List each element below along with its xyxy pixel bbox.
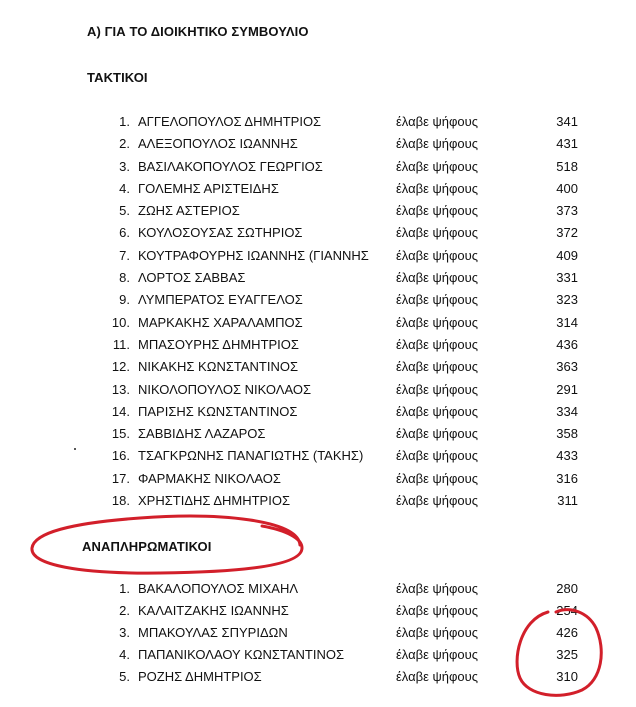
regular-member-row [0, 248, 636, 270]
vote-count: 323 [556, 292, 578, 308]
votes-label: έλαβε ψήφους [396, 426, 479, 442]
votes-label: έλαβε ψήφους [396, 114, 479, 129]
member-number: 10. [111, 314, 130, 330]
regular-member-row [0, 292, 636, 314]
votes-label: έλαβε ψήφους [396, 203, 479, 219]
regular-member-row [0, 471, 636, 493]
votes-label: έλαβε ψήφους [396, 180, 479, 196]
vote-count: 373 [556, 203, 578, 219]
member-number: 1. [119, 581, 130, 596]
member-name: ΠΑΡΙΣΗΣ ΚΩΝΣΤΑΝΤΙΝΟΣ [138, 403, 298, 419]
votes-label: έλαβε ψήφους [396, 158, 479, 174]
member-number: 4. [119, 647, 130, 662]
member-number: 8. [119, 270, 130, 286]
votes-label: έλαβε ψήφους [396, 136, 479, 152]
regular-member-row [0, 225, 636, 247]
alternate-member-row [0, 603, 636, 625]
member-name: ΚΟΥΤΡΑΦΟΥΡΗΣ ΙΩΑΝΝΗΣ (ΓΙΑΝΝΗΣ [138, 247, 369, 263]
member-name: ΠΑΠΑΝΙΚΟΛΑΟΥ ΚΩΝΣΤΑΝΤΙΝΟΣ [138, 647, 345, 662]
votes-label: έλαβε ψήφους [396, 493, 479, 509]
alternate-member-row [0, 669, 636, 691]
votes-label: έλαβε ψήφους [396, 603, 479, 618]
alternate-members-title: ΑΝΑΠΛΗΡΩΜΑΤΙΚΟΙ [82, 539, 212, 554]
member-name: ΛΥΜΠΕΡΑΤΟΣ ΕΥΑΓΓΕΛΟΣ [138, 292, 303, 308]
member-name: ΜΠΑΚΟΥΛΑΣ ΣΠΥΡΙΔΩΝ [138, 625, 288, 640]
vote-count: 325 [556, 647, 578, 662]
member-number: 2. [119, 603, 130, 618]
votes-label: έλαβε ψήφους [396, 336, 479, 352]
member-number: 5. [119, 669, 130, 684]
member-number: 3. [119, 158, 130, 174]
regular-member-row [0, 404, 636, 426]
member-number: 1. [119, 114, 130, 129]
member-number: 15. [111, 426, 130, 442]
member-name: ΦΑΡΜΑΚΗΣ ΝΙΚΟΛΑΟΣ [138, 470, 281, 486]
regular-member-row [0, 337, 636, 359]
alternate-member-row [0, 581, 636, 603]
regular-member-row [0, 493, 636, 515]
vote-count: 358 [556, 426, 578, 442]
vote-count: 436 [556, 336, 578, 352]
member-name: ΚΟΥΛΟΣΟΥΣΑΣ ΣΩΤΗΡΙΟΣ [138, 225, 303, 241]
member-name: ΑΛΕΞΟΠΟΥΛΟΣ ΙΩΑΝΝΗΣ [138, 136, 298, 152]
vote-count: 310 [556, 669, 578, 684]
vote-count: 341 [556, 114, 578, 129]
votes-label: έλαβε ψήφους [396, 470, 479, 486]
member-name: ΛΟΡΤΟΣ ΣΑΒΒΑΣ [138, 270, 246, 286]
vote-count: 314 [556, 314, 578, 330]
regular-member-row [0, 315, 636, 337]
regular-member-row [0, 448, 636, 470]
member-number: 13. [111, 381, 130, 397]
vote-count: 291 [556, 381, 578, 397]
votes-label: έλαβε ψήφους [396, 647, 479, 662]
vote-count: 331 [556, 270, 578, 286]
member-number: 5. [119, 203, 130, 219]
member-number: 6. [119, 225, 130, 241]
member-number: 2. [119, 136, 130, 152]
vote-count: 363 [556, 359, 578, 375]
regular-member-row [0, 159, 636, 181]
votes-label: έλαβε ψήφους [396, 292, 479, 308]
vote-count: 400 [556, 180, 578, 196]
regular-members-list [0, 114, 636, 515]
votes-label: έλαβε ψήφους [396, 247, 479, 263]
votes-label: έλαβε ψήφους [396, 581, 479, 596]
member-name: ΧΡΗΣΤΙΔΗΣ ΔΗΜΗΤΡΙΟΣ [138, 493, 290, 509]
stray-dot [74, 448, 76, 450]
regular-member-row [0, 359, 636, 381]
votes-label: έλαβε ψήφους [396, 625, 479, 640]
member-name: ΝΙΚΑΚΗΣ ΚΩΝΣΤΑΝΤΙΝΟΣ [138, 359, 298, 375]
vote-count: 518 [556, 158, 578, 174]
member-name: ΜΠΑΣΟΥΡΗΣ ΔΗΜΗΤΡΙΟΣ [138, 336, 299, 352]
vote-count: 254 [556, 603, 578, 618]
alternate-member-row [0, 647, 636, 669]
vote-count: 433 [556, 448, 578, 464]
votes-label: έλαβε ψήφους [396, 359, 479, 375]
regular-member-row [0, 181, 636, 203]
member-name: ΖΩΗΣ ΑΣΤΕΡΙΟΣ [138, 203, 240, 219]
alternate-members-list [0, 581, 636, 691]
member-number: 7. [119, 247, 130, 263]
vote-count: 334 [556, 403, 578, 419]
member-number: 12. [111, 359, 130, 375]
vote-count: 311 [557, 493, 578, 509]
member-name: ΣΑΒΒΙΔΗΣ ΛΑΖΑΡΟΣ [138, 426, 266, 442]
member-number: 16. [111, 448, 130, 464]
member-name: ΓΟΛΕΜΗΣ ΑΡΙΣΤΕΙΔΗΣ [138, 180, 279, 196]
votes-label: έλαβε ψήφους [396, 225, 479, 241]
member-name: ΡΟΖΗΣ ΔΗΜΗΤΡΙΟΣ [138, 669, 262, 684]
member-name: ΒΑΣΙΛΑΚΟΠΟΥΛΟΣ ΓΕΩΡΓΙΟΣ [138, 158, 323, 174]
vote-count: 280 [556, 581, 578, 596]
member-number: 11. [112, 336, 130, 352]
member-name: ΜΑΡΚΑΚΗΣ ΧΑΡΑΛΑΜΠΟΣ [138, 314, 303, 330]
member-number: 9. [119, 292, 130, 308]
vote-count: 372 [556, 225, 578, 241]
section-title: Α) ΓΙΑ ΤΟ ΔΙΟΙΚΗΤΙΚΟ ΣΥΜΒΟΥΛΙΟ [87, 24, 309, 39]
votes-label: έλαβε ψήφους [396, 448, 479, 464]
alternate-member-row [0, 625, 636, 647]
vote-count: 426 [556, 625, 578, 640]
member-number: 4. [119, 180, 130, 196]
member-name: ΑΓΓΕΛΟΠΟΥΛΟΣ ΔΗΜΗΤΡΙΟΣ [138, 114, 322, 129]
regular-member-row [0, 270, 636, 292]
regular-member-row [0, 382, 636, 404]
votes-label: έλαβε ψήφους [396, 669, 479, 684]
regular-members-title: ΤΑΚΤΙΚΟΙ [87, 70, 148, 85]
regular-member-row [0, 203, 636, 225]
vote-count: 409 [556, 247, 578, 263]
member-name: ΝΙΚΟΛΟΠΟΥΛΟΣ ΝΙΚΟΛΑΟΣ [138, 381, 312, 397]
member-number: 17. [111, 470, 130, 486]
vote-count: 316 [556, 470, 578, 486]
votes-label: έλαβε ψήφους [396, 314, 479, 330]
member-number: 3. [119, 625, 130, 640]
regular-member-row [0, 114, 636, 136]
member-name: ΤΣΑΓΚΡΩΝΗΣ ΠΑΝΑΓΙΩΤΗΣ (ΤΑΚΗΣ) [138, 448, 364, 464]
member-number: 18. [111, 493, 130, 509]
regular-member-row [0, 136, 636, 158]
member-number: 14. [111, 403, 130, 419]
votes-label: έλαβε ψήφους [396, 381, 479, 397]
votes-label: έλαβε ψήφους [396, 270, 479, 286]
member-name: ΚΑΛΑΙΤΖΑΚΗΣ ΙΩΑΝΝΗΣ [138, 603, 289, 618]
regular-member-row [0, 426, 636, 448]
member-name: ΒΑΚΑΛΟΠΟΥΛΟΣ ΜΙΧΑΗΛ [138, 581, 299, 596]
vote-count: 431 [556, 136, 578, 152]
votes-label: έλαβε ψήφους [396, 403, 479, 419]
